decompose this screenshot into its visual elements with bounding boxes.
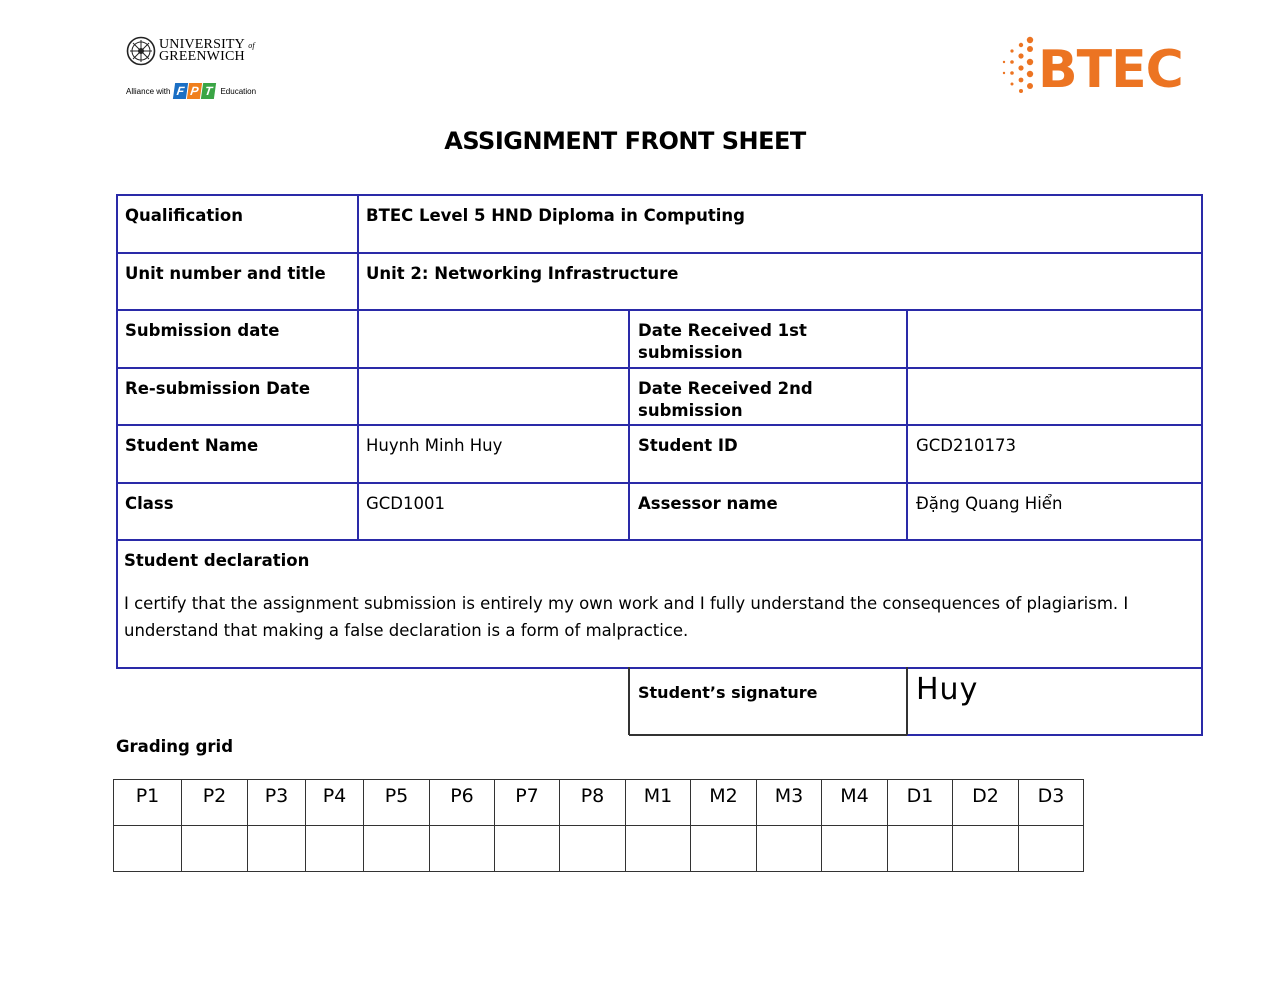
criterion-p1: P1	[114, 780, 182, 826]
criterion-p6: P6	[430, 780, 495, 826]
grade-cell[interactable]	[430, 826, 495, 872]
student-name-label: Student Name	[125, 436, 259, 455]
page-title: ASSIGNMENT FRONT SHEET	[444, 127, 806, 155]
assessor-label: Assessor name	[638, 494, 778, 513]
criterion-m3: M3	[757, 780, 822, 826]
student-declaration-heading: Student declaration	[124, 551, 310, 570]
class-value: GCD1001	[366, 494, 446, 513]
assessor-value: Đặng Quang Hiển	[916, 494, 1063, 513]
criterion-m2: M2	[691, 780, 757, 826]
fpt-letter-p: P	[187, 83, 202, 99]
criterion-d1: D1	[888, 780, 953, 826]
criterion-p2: P2	[182, 780, 248, 826]
date-received-1-value[interactable]	[908, 310, 1201, 367]
criterion-p8: P8	[560, 780, 626, 826]
resubmission-date-value[interactable]	[358, 368, 628, 424]
criterion-m4: M4	[822, 780, 888, 826]
class-label: Class	[125, 494, 174, 513]
grading-results-row	[114, 826, 1084, 872]
criterion-m1: M1	[626, 780, 691, 826]
criterion-p3: P3	[248, 780, 306, 826]
fpt-alliance	[126, 80, 256, 102]
criterion-p7: P7	[495, 780, 560, 826]
grade-cell[interactable]	[888, 826, 953, 872]
criterion-p5: P5	[364, 780, 430, 826]
university-name-line1: UNIVERSITY of	[159, 37, 255, 52]
grading-grid-label: Grading grid	[116, 737, 233, 756]
grade-cell[interactable]	[822, 826, 888, 872]
alliance-text: Alliance with	[126, 86, 171, 96]
criterion-p4: P4	[306, 780, 364, 826]
grade-cell[interactable]	[691, 826, 757, 872]
grade-cell[interactable]	[757, 826, 822, 872]
grade-cell[interactable]	[626, 826, 691, 872]
grade-cell[interactable]	[182, 826, 248, 872]
qualification-label: Qualification	[125, 206, 243, 225]
university-seal-icon	[126, 36, 156, 66]
resubmission-date-label: Re-submission Date	[125, 379, 311, 398]
btec-wordmark: BTEC	[1038, 40, 1183, 100]
grade-cell[interactable]	[248, 826, 306, 872]
fpt-letter-f: F	[173, 83, 188, 99]
criterion-d2: D2	[953, 780, 1019, 826]
university-name-line2: GREENWICH	[159, 49, 245, 64]
grade-cell[interactable]	[495, 826, 560, 872]
student-id-label: Student ID	[638, 436, 738, 455]
date-received-2-label: Date Received 2nd submission	[638, 379, 813, 420]
university-of-greenwich-logo	[126, 36, 266, 100]
grading-grid	[113, 779, 1084, 872]
fpt-letter-t: T	[201, 83, 216, 99]
grade-cell[interactable]	[1019, 826, 1084, 872]
date-received-1-label: Date Received 1st submission	[638, 321, 807, 362]
unit-label: Unit number and title	[125, 264, 326, 283]
student-declaration-text: I certify that the assignment submission is entirely my own work and I fully understand the consequences of plagiarism. I understand that making a false declaration is a form of malpractice.	[124, 594, 1129, 640]
btec-logo	[1000, 36, 1195, 100]
grade-cell[interactable]	[114, 826, 182, 872]
grade-cell[interactable]	[560, 826, 626, 872]
grade-cell[interactable]	[953, 826, 1019, 872]
date-received-2-value[interactable]	[908, 368, 1201, 424]
education-text: Education	[220, 86, 257, 96]
grade-cell[interactable]	[306, 826, 364, 872]
signature-label: Student’s signature	[638, 683, 818, 702]
qualification-value: BTEC Level 5 HND Diploma in Computing	[366, 206, 745, 225]
student-name-value: Huynh Minh Huy	[366, 436, 503, 455]
student-id-value: GCD210173	[916, 436, 1016, 455]
unit-value: Unit 2: Networking Infrastructure	[366, 264, 679, 283]
submission-date-value[interactable]	[358, 310, 628, 367]
grade-cell[interactable]	[364, 826, 430, 872]
student-signature: Huy	[916, 672, 979, 707]
submission-date-label: Submission date	[125, 321, 280, 340]
grading-criteria-row	[114, 780, 1084, 826]
criterion-d3: D3	[1019, 780, 1084, 826]
